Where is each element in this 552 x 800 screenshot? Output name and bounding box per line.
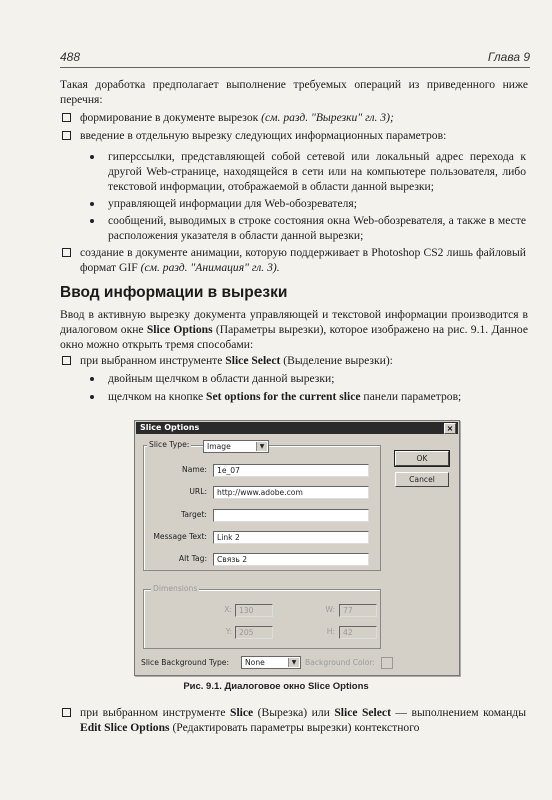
name-field[interactable]: 1e_07 bbox=[213, 464, 369, 477]
sub-item-messages: сообщений, выводимых в строке состояния окна Web-обозревателя, а также в месте расположения указателя в области данной вырезки; bbox=[90, 213, 526, 243]
list-item-slices: формирование в документе вырезок (см. разд. "Вырезки" гл. 3); bbox=[60, 110, 526, 125]
h-field[interactable]: 42 bbox=[339, 626, 377, 639]
url-field[interactable]: http://www.adobe.com bbox=[213, 486, 369, 499]
bullet-dot-icon bbox=[90, 395, 94, 399]
list-item-animation: создание в документе анимации, которую поддерживает в Photoshop CS2 лишь файловый формат GIF (см. разд. "Анимация" гл. 3). bbox=[60, 245, 526, 275]
figure-caption: Рис. 9.1. Диалоговое окно Slice Options bbox=[183, 681, 369, 692]
name-label: Name: bbox=[182, 465, 207, 474]
bullet-dot-icon bbox=[90, 202, 94, 206]
background-color-swatch[interactable] bbox=[381, 657, 393, 669]
dialog-title-bar[interactable] bbox=[136, 422, 458, 434]
y-field[interactable]: 205 bbox=[235, 626, 273, 639]
message-text-field[interactable]: Link 2 bbox=[213, 531, 369, 544]
section-heading: Ввод информации в вырезки bbox=[60, 284, 288, 301]
background-color-label: Background Color: bbox=[305, 658, 375, 667]
w-label: W: bbox=[325, 605, 335, 614]
dimensions-legend: Dimensions bbox=[153, 584, 198, 593]
checkbox-bullet-icon bbox=[62, 356, 71, 365]
header-rule bbox=[60, 67, 530, 68]
target-label: Target: bbox=[180, 510, 207, 519]
sub-item-control-info: управляющей информации для Web-обозревателя; bbox=[90, 196, 526, 211]
checkbox-bullet-icon bbox=[62, 708, 71, 717]
slice-options-dialog bbox=[134, 420, 460, 676]
alt-tag-field[interactable]: Связь 2 bbox=[213, 553, 369, 566]
running-header bbox=[60, 50, 530, 64]
target-field[interactable] bbox=[213, 509, 369, 522]
sub-item-double-click: двойным щелчком в области данной вырезки; bbox=[90, 371, 526, 386]
dropdown-arrow-icon: ▼ bbox=[256, 442, 267, 451]
dropdown-arrow-icon: ▼ bbox=[288, 658, 299, 667]
bullet-dot-icon bbox=[90, 377, 94, 381]
sub-item-options-button: щелчком на кнопке Set options for the current slice панели параметров; bbox=[90, 389, 526, 404]
list-item-parameters: введение в отдельную вырезку следующих информационных параметров: bbox=[60, 128, 526, 143]
chapter-label: Глава 9 bbox=[487, 50, 530, 64]
h-label: H: bbox=[326, 627, 335, 636]
close-button[interactable]: × bbox=[444, 423, 456, 434]
x-label: X: bbox=[224, 605, 232, 614]
message-text-label: Message Text: bbox=[153, 532, 207, 541]
bullet-dot-icon bbox=[90, 219, 94, 223]
url-label: URL: bbox=[189, 487, 207, 496]
sub-item-hyperlink: гиперссылки, представляющей собой сетевой или локальный адрес перехода к другой Web-странице, находящейся в сети или на компьютере пользователя, либо текстовой информации, отображаемой в области данной вырезки; bbox=[90, 149, 526, 194]
ok-button[interactable]: OK bbox=[395, 451, 449, 466]
list-item-slice-select: при выбранном инструменте Slice Select (Выделение вырезки): bbox=[60, 353, 526, 368]
dialog-title: Slice Options bbox=[140, 423, 200, 432]
cross-reference: (см. разд. "Анимация" гл. 3). bbox=[140, 261, 280, 274]
dimensions-group bbox=[143, 589, 381, 649]
y-label: Y: bbox=[225, 627, 232, 636]
page-number: 488 bbox=[60, 50, 81, 64]
list-item-context-menu: при выбранном инструменте Slice (Вырезка) или Slice Select — выполнением команды Edit Slice Options (Редактировать параметры вырезки) контекстного bbox=[60, 705, 526, 735]
x-field[interactable]: 130 bbox=[235, 604, 273, 617]
slice-type-label: Slice Type: bbox=[149, 440, 190, 449]
checkbox-bullet-icon bbox=[62, 248, 71, 257]
bullet-dot-icon bbox=[90, 155, 94, 159]
intro-paragraph: Такая доработка предполагает выполнение требуемых операций из приведенного ниже перечня: bbox=[60, 78, 528, 106]
checkbox-bullet-icon bbox=[62, 131, 71, 140]
w-field[interactable]: 77 bbox=[339, 604, 377, 617]
cross-reference: (см. разд. "Вырезки" гл. 3); bbox=[261, 111, 394, 124]
alt-tag-label: Alt Tag: bbox=[178, 554, 207, 563]
slice-type-select[interactable]: Image ▼ bbox=[203, 440, 269, 453]
checkbox-bullet-icon bbox=[62, 113, 71, 122]
section-paragraph: Ввод в активную вырезку документа управляющей и текстовой информации производится в диалоговом окне Slice Options (Параметры вырезки), которое изображено на рис. 9.1. Данное окно можно открыть тремя способами: bbox=[60, 308, 528, 351]
background-type-label: Slice Background Type: bbox=[141, 658, 230, 667]
background-type-select[interactable]: None ▼ bbox=[241, 656, 301, 669]
cancel-button[interactable]: Cancel bbox=[395, 472, 449, 487]
